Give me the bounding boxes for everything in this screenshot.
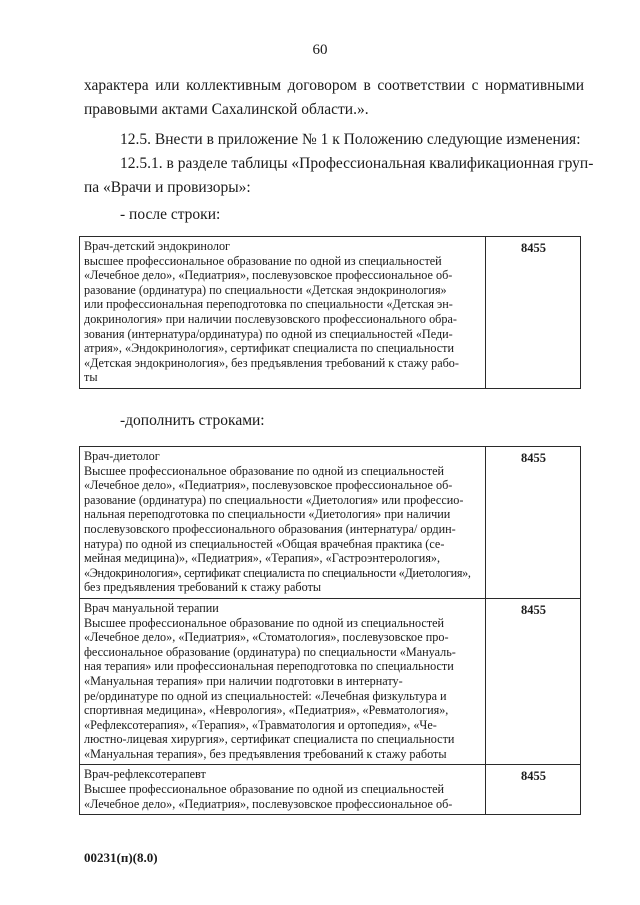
row-salary-value: 8455 [486,765,581,815]
row-description [80,765,486,815]
desc-line: ре/ординатуре по одной из специальностей: «Лечебная физкультура и [84,688,447,703]
item-12-5: 12.5. Внести в приложение № 1 к Положению следующие изменения: [120,131,581,148]
desc-line: послевузовского профессионального образования (интернатура/ ордин- [84,521,456,536]
desc-line: Высшее профессиональное образование по одной из специальностей [84,463,445,478]
desc-line: разование (ординатура) по специальности «Детская эндокринология» [84,282,447,297]
desc-line: зования (интернатура/ординатура) по одной из специальностей «Педи- [84,326,453,341]
desc-line: ты [84,370,98,385]
add-rows-label: -дополнить строками: [120,412,265,429]
desc-line: натура) по одной из специальностей «Общая врачебная практика (се- [84,536,445,551]
desc-line: «Мануальная терапия», без предъявления требований к стажу работы [84,746,447,761]
desc-line: «Детская эндокринология», без предъявления требований к стажу рабо- [84,355,459,370]
row-description [80,447,486,599]
text-line: па «Врачи и провизоры»: [84,179,251,196]
text-line: характера или коллективным договором в соответствии с нормативными [84,77,584,94]
table-row [80,447,581,599]
desc-line: мейная медицина)», «Педиатрия», «Терапия», «Гастроэнтерология», [84,551,441,566]
table-added-rows [79,446,581,815]
table-row [80,237,581,389]
desc-line: спортивная медицина», «Неврология», «Педиатрия», «Ревматология», [84,703,449,718]
table-row [80,765,581,815]
after-row-label: - после строки: [120,206,221,223]
row-salary-value: 8455 [486,598,581,765]
desc-line: «Эндокринология», сертификат специалиста по специальности «Диетология», [84,565,471,580]
desc-line: фессиональное образование (ординатура) по специальности «Мануаль- [84,644,456,659]
item-12-5-1 [84,152,594,200]
desc-line: «Лечебное дело», «Педиатрия», послевузовское профессиональное об- [84,796,453,811]
intro-paragraph [84,74,584,122]
desc-line: без предъявления требований к стажу работы [84,580,322,595]
row-salary-value: 8455 [486,447,581,599]
desc-line: высшее профессиональное образование по одной из специальностей [84,253,442,268]
row-description [80,237,486,389]
desc-line: нальная переподготовка по специальности «Диетология» при наличии [84,507,451,522]
table-row [80,598,581,765]
desc-line: Врач-диетолог [84,449,160,463]
row-description [80,598,486,765]
row-salary-value: 8455 [486,237,581,389]
desc-line: Врач-рефлексотерапевт [84,767,206,782]
desc-line: ная терапия» или профессиональная переподготовка по специальности [84,659,454,674]
desc-line: «Рефлексотерапия», «Терапия», «Травматология и ортопедия», «Че- [84,717,437,732]
desc-line: Врач-детский эндокринолог [84,239,231,253]
table-existing-row [79,236,581,389]
desc-line: «Лечебное дело», «Педиатрия», послевузовское профессиональное об- [84,268,453,283]
desc-line: разование (ординатура) по специальности «Диетология» или профессио- [84,492,464,507]
desc-line: «Лечебное дело», «Педиатрия», послевузовское профессиональное об- [84,478,453,493]
footer-code: 00231(п)(8.0) [84,850,158,865]
desc-line: «Мануальная терапия» при наличии подготовки в интернату- [84,673,403,688]
desc-line: докринология» при наличии послевузовского профессионального обра- [84,311,457,326]
desc-line: или профессиональная переподготовка по специальности «Детская эн- [84,297,453,312]
desc-line: люстно-лицевая хирургия», сертификат специалиста по специальности [84,732,455,747]
text-line: правовыми актами Сахалинской области.». [84,101,369,118]
desc-line: Высшее профессиональное образование по одной из специальностей [84,782,445,797]
desc-line: «Лечебное дело», «Педиатрия», «Стоматология», послевузовское про- [84,630,449,645]
desc-line: Высшее профессиональное образование по одной из специальностей [84,615,445,630]
desc-line: атрия», «Эндокринология», сертификат специалиста по специальности [84,341,455,356]
desc-line: Врач мануальной терапии [84,600,219,615]
text-line: 12.5.1. в разделе таблицы «Профессиональная квалификационная груп- [120,155,594,172]
page-number: 60 [312,42,328,58]
